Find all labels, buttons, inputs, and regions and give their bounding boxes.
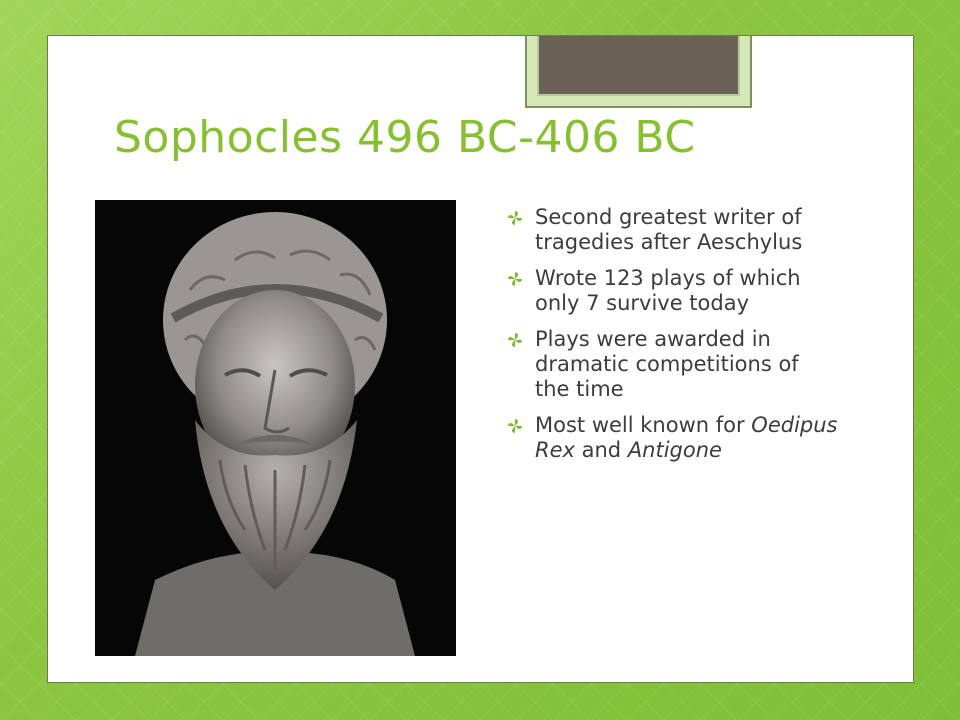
header-decorative-tab-inner [537,36,740,96]
sophocles-bust-image [95,200,456,656]
bullet-text-mid: and [574,438,628,462]
bullet-list [508,205,838,474]
bullet-item [508,266,838,316]
pinwheel-bullet-icon [508,419,522,433]
pinwheel-bullet-icon [508,333,522,347]
slide-title: Sophocles 496 BC-406 BC [114,112,696,163]
bullet-text-pre: Most well known for [535,413,752,437]
bullet-item [508,413,838,463]
bullet-item [508,205,838,255]
bullet-item [508,327,838,402]
bullet-text: Wrote 123 plays of which only 7 survive today [535,266,801,315]
bust-illustration [95,200,456,656]
pinwheel-bullet-icon [508,272,522,286]
bullet-text: Second greatest writer of tragedies after Aeschylus [535,205,803,254]
pinwheel-bullet-icon [508,211,522,225]
header-decorative-tab [525,36,752,108]
play-title-oedipus-rex: Oedipus Rex [535,413,838,462]
bullet-text: Plays were awarded in dramatic competitions of the time [535,327,799,401]
play-title-antigone: Antigone [627,438,722,462]
